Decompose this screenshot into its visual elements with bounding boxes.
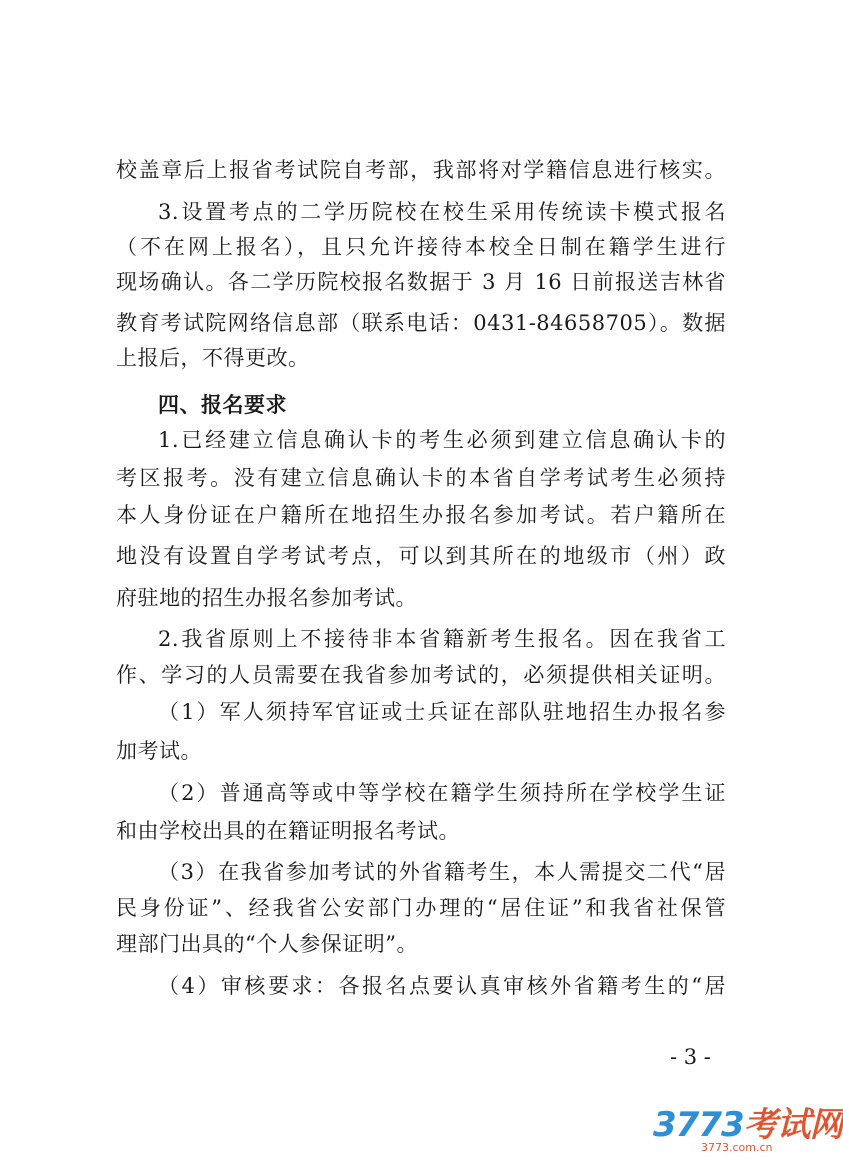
watermark-url: 3773.com.cn	[701, 1141, 773, 1154]
body-line-2: 3.设置考点的二学历院校在校生采用传统读卡模式报名	[158, 200, 726, 224]
body-line-17: （2）普通高等或中等学校在籍学生须持所在学校学生证	[158, 781, 726, 805]
body-line-1: 校盖章后上报省考试院自考部，我部将对学籍信息进行核实。	[116, 158, 726, 182]
section-heading: 四、报名要求	[158, 392, 287, 417]
body-line-22: （4）审核要求：各报名点要认真审核外省籍考生的“居	[158, 974, 726, 998]
body-line-8: 1.已经建立信息确认卡的考生必须到建立信息确认卡的	[158, 428, 726, 452]
watermark-number: 3773	[653, 1105, 744, 1145]
body-line-9: 考区报考。没有建立信息确认卡的本省自学考试考生必须持	[116, 466, 726, 490]
body-line-5: 教育考试院网络信息部（联系电话：0431-84658705）。数据	[116, 311, 726, 335]
body-line-6: 上报后，不得更改。	[116, 346, 310, 370]
body-line-12: 府驻地的招生办报名参加考试。	[116, 586, 417, 610]
watermark-brand: 考试网	[743, 1105, 843, 1145]
body-line-20: 民身份证”、经我省公安部门办理的“居住证”和我省社保管	[116, 896, 726, 920]
body-line-15: （1）军人须持军官证或士兵证在部队驻地招生办报名参	[158, 700, 726, 724]
body-line-18: 和由学校出具的在籍证明报名考试。	[116, 819, 460, 843]
body-line-21: 理部门出具的“个人参保证明”。	[116, 932, 418, 956]
body-line-13: 2.我省原则上不接待非本省籍新考生报名。因在我省工	[158, 627, 726, 651]
watermark-title	[653, 1106, 843, 1144]
body-line-11: 地没有设置自学考试考点，可以到其所在的地级市（州）政	[116, 544, 726, 568]
body-line-14: 作、学习的人员需要在我省参加考试的，必须提供相关证明。	[116, 663, 726, 687]
watermark-logo	[653, 1105, 843, 1158]
body-line-4: 现场确认。各二学历院校报名数据于 3 月 16 日前报送吉林省	[116, 270, 726, 294]
body-line-19: （3）在我省参加考试的外省籍考生，本人需提交二代“居	[158, 860, 726, 884]
body-line-16: 加考试。	[116, 739, 202, 763]
body-line-3: （不在网上报名），且只允许接待本校全日制在籍学生进行	[116, 235, 726, 259]
page-number: - 3 -	[670, 1045, 711, 1069]
body-line-10: 本人身份证在户籍所在地招生办报名参加考试。若户籍所在	[116, 503, 726, 527]
